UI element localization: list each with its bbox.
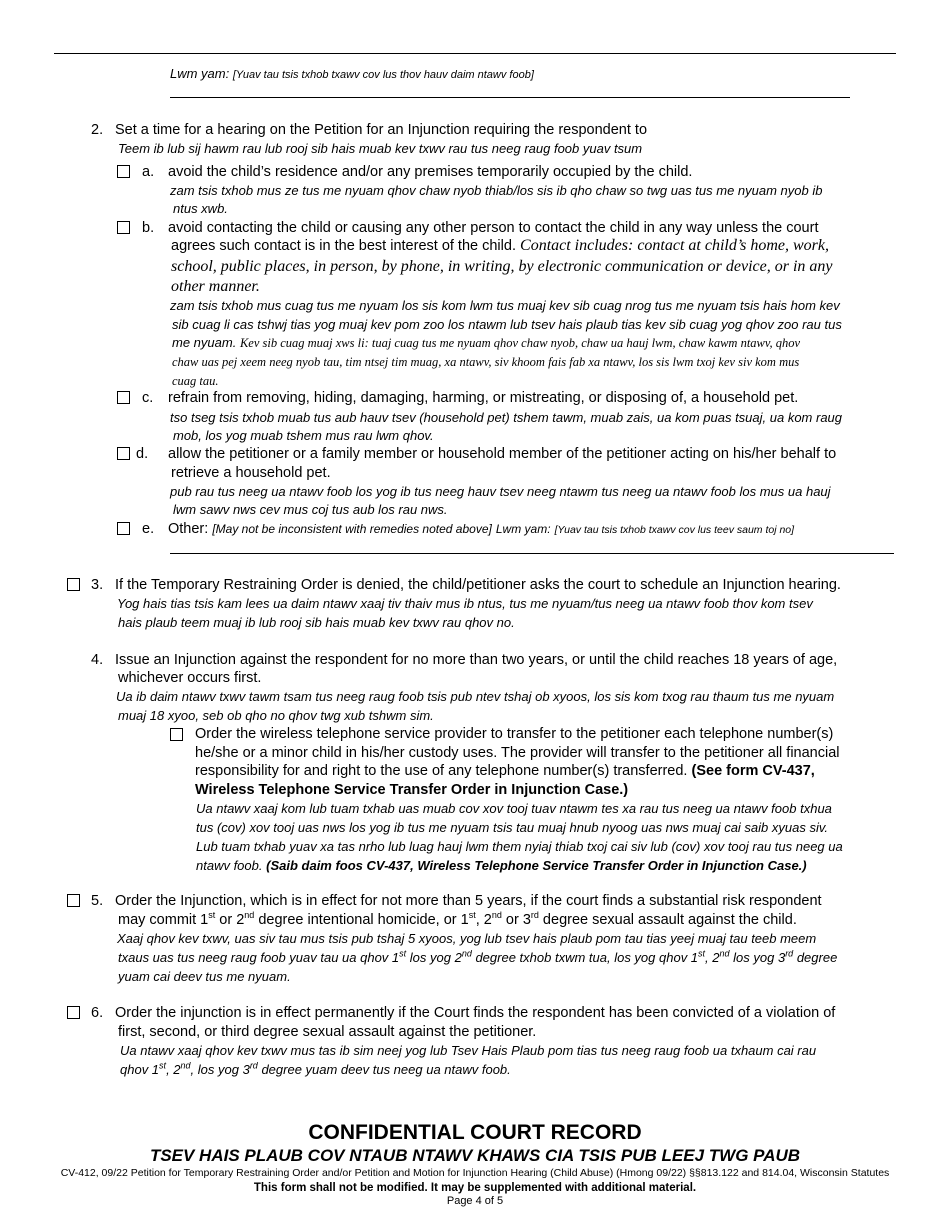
item2e-lwm-yam: Lwm yam: bbox=[495, 522, 551, 536]
item3-number: 3. bbox=[91, 577, 104, 593]
item2b-text-2 bbox=[171, 237, 829, 256]
item2a-text: avoid the child’s residence and/or any premises temporarily occupied by the child. bbox=[168, 164, 693, 180]
item5-sup-rd: rd bbox=[530, 910, 539, 921]
item6-sup-st: st bbox=[159, 1060, 167, 1071]
item2b-hmong-3-plain: me nyuam. bbox=[172, 335, 237, 350]
item4-hmong-2: muaj 18 xyoo, seb ob qho no qhov twg xub tshwm sim. bbox=[118, 708, 434, 723]
item4-text-1: Issue an Injunction against the respondent for no more than two years, or until the child reaches 18 years of age, bbox=[115, 652, 838, 668]
item2c-text: refrain from removing, hiding, damaging, harming, or mistreating, or disposing of, a household pet. bbox=[168, 390, 799, 406]
item2c-letter: c. bbox=[142, 390, 154, 406]
footer-subtitle: TSEV HAIS PLAUB COV NTAUB NTAWV KHAWS CIA TSIS PUB LEEJ TWG PAUB bbox=[149, 1146, 801, 1165]
item6-text-2: first, second, or third degree sexual assault against the petitioner. bbox=[118, 1024, 537, 1040]
item5-t2c: degree intentional homicide, or 1 bbox=[254, 912, 469, 928]
item3-hmong-2: hais plaub teem muaj ib lub rooj sib hais muab kev txwv rau qhov no. bbox=[118, 615, 515, 630]
item5-t2a: may commit 1 bbox=[118, 912, 209, 928]
item5-t2f: degree sexual assault against the child. bbox=[538, 912, 797, 928]
item5-t2b: or 2 bbox=[215, 912, 245, 928]
item6-number: 6. bbox=[91, 1005, 104, 1021]
item2d-checkbox[interactable] bbox=[117, 447, 130, 460]
item5-text-1: Order the Injunction, which is in effect for not more than 5 years, if the court finds a substantial risk respondent bbox=[115, 893, 822, 909]
item2d-text-1: allow the petitioner or a family member or household member of the petitioner acting on his/her behalf to bbox=[168, 446, 837, 462]
item2b-text-3: school, public places, in person, by phone, in writing, by electronic communication or device, or in any bbox=[171, 258, 833, 275]
item4-sub-text-3-plain: responsibility for and right to the use of any telephone number(s) transferred. bbox=[195, 763, 688, 779]
item6-text-1: Order the injunction is in effect permanently if the Court finds the respondent has been convicted of a violation of bbox=[115, 1005, 836, 1021]
footer-notice: This form shall not be modified. It may be supplemented with additional material. bbox=[253, 1182, 697, 1194]
item6-sup-rd: rd bbox=[249, 1060, 258, 1071]
item2d-hmong-1: pub rau tus neeg ua ntawv foob los yog ib tus neeg hauv tsev neeg ntawm tus neeg ua ntawv foob los mus ua hauj bbox=[170, 484, 831, 499]
item4-sub-hmong-2: tus (cov) xov tooj uas nws los yog ib tus me nyuam tsis tau muaj hnub nyoog uas nws muaj cai saib xyuas siv. bbox=[196, 820, 828, 835]
item2e-checkbox[interactable] bbox=[117, 522, 130, 535]
item5-text-2 bbox=[118, 911, 797, 930]
item4-sub-text-3 bbox=[195, 762, 815, 781]
item2a-hmong-1: zam tsis txhob mus ze tus me nyuam qhov chaw nyob thiab/los sis ib qho chaw so twg uas tus me nyuam nyob ib bbox=[170, 183, 823, 198]
item5-checkbox[interactable] bbox=[67, 894, 80, 907]
item2d-text-2: retrieve a household pet. bbox=[171, 465, 331, 481]
item5-hmong-3: yuam cai deev tus me nyuam. bbox=[118, 969, 291, 984]
item6-h2a: qhov 1 bbox=[120, 1062, 160, 1077]
item2b-hmong-1: zam tsis txhob mus cuag tus me nyuam los sis kom lwm tus muaj kev sib cuag nrog tus me nyuam tsis hais hom kev bbox=[170, 298, 840, 313]
lwm-yam-blank[interactable] bbox=[170, 97, 850, 98]
item2a-checkbox[interactable] bbox=[117, 165, 130, 178]
item2b-letter: b. bbox=[142, 220, 155, 236]
item3-hmong-1: Yog hais tias tsis kam lees ua daim ntawv xaaj tiv thaiv mus ib ntus, tus me nyuam/tus neeg ua ntawv foob thov kom tsev bbox=[117, 596, 813, 611]
item2b-text-4: other manner. bbox=[171, 278, 260, 295]
item6-hmong-2 bbox=[120, 1061, 511, 1079]
top-rule bbox=[54, 53, 896, 54]
item5-sup-st: st bbox=[208, 910, 216, 921]
item5-sup-nd: nd bbox=[244, 910, 255, 921]
item2b-checkbox[interactable] bbox=[117, 221, 130, 234]
item4-text-2: whichever occurs first. bbox=[118, 670, 262, 686]
item5-t2e: or 3 bbox=[501, 912, 531, 928]
item4-sub-text-1: Order the wireless telephone service provider to transfer to the petitioner each telephone number(s) bbox=[195, 726, 834, 742]
item5-number: 5. bbox=[91, 893, 104, 909]
item2e-other-note: [May not be inconsistent with remedies noted above] bbox=[212, 522, 492, 536]
item2-hmong: Teem ib lub sij hawm rau lub rooj sib hais muab kev txwv rau tus neeg raug foob yuav tsum bbox=[118, 141, 643, 156]
item2e-lwm-note: [Yuav tau tsis txhob txawv cov lus teev saum toj no] bbox=[554, 524, 795, 536]
item6-hmong-1: Ua ntawv xaaj qhov kev txwv mus tas ib sim neej yog lub Tsev Hais Plaub pom tias tus neeg raug foob ua txhaum cai rau bbox=[120, 1043, 817, 1058]
item4-sub-hmong-4-bold: (Saib daim foos CV-437, Wireless Telephone Service Transfer Order in Injunction Case.) bbox=[266, 858, 807, 873]
item4-sub-hmong-1: Ua ntawv xaaj kom lub tuam txhab uas muab cov xov tooj tuav ntawm tes xa rau tus neeg ua ntawv foob txhua bbox=[196, 801, 832, 816]
item2-number: 2. bbox=[91, 122, 104, 138]
item3-checkbox[interactable] bbox=[67, 578, 80, 591]
item5-h2f: degree bbox=[793, 950, 838, 965]
item6-h2b: , 2 bbox=[166, 1062, 181, 1077]
item6-sup-nd: nd bbox=[180, 1060, 191, 1071]
footer-title: CONFIDENTIAL COURT RECORD bbox=[308, 1121, 642, 1144]
item5-h-sup-nd: nd bbox=[461, 948, 472, 959]
item2b-text-1: avoid contacting the child or causing any other person to contact the child in any way unless the court bbox=[168, 220, 819, 236]
item4-hmong-1: Ua ib daim ntawv txwv tawm tsam tus neeg raug foob tsis pub ntev tshaj ob xyoos, los sis kom txog rau thaum tus me nyuam bbox=[116, 689, 835, 704]
item5-h-sup-rd: rd bbox=[785, 948, 794, 959]
item5-hmong-1: Xaaj qhov kev txwv, uas siv tau mus tsis pub tshaj 5 xyoos, yog lub tsev hais plaub pom tau tias yeej muaj tau teeb meem bbox=[117, 931, 817, 946]
item5-h-sup-st-2: st bbox=[698, 948, 706, 959]
item2d-letter: d. bbox=[136, 446, 149, 462]
item4-sub-text-4: Wireless Telephone Service Transfer Order in Injunction Case.) bbox=[195, 782, 629, 798]
item5-h2d: , 2 bbox=[705, 950, 720, 965]
item5-hmong-2 bbox=[118, 949, 837, 967]
item2a-letter: a. bbox=[142, 164, 155, 180]
item4-sub-text-2: he/she or a minor child in his/her custody uses. The provider will transfer to the petitioner all financial bbox=[195, 745, 840, 761]
item2c-hmong-2: mob, los yog muab tshem mus rau lwm qhov. bbox=[173, 428, 434, 443]
item2d-hmong-2: lwm sawv nws cev mus coj tus aub los rau nws. bbox=[173, 502, 448, 517]
item5-t2d: , 2 bbox=[475, 912, 492, 928]
item2e-letter: e. bbox=[142, 521, 155, 537]
item5-sup-nd-2: nd bbox=[491, 910, 502, 921]
item5-h2c: degree txhob txwm tua, los yog qhov 1 bbox=[471, 950, 699, 965]
item4-sub-checkbox[interactable] bbox=[170, 728, 183, 741]
item2e-other-label: Other: bbox=[168, 521, 209, 537]
item2b-text-2-italic: Contact includes: contact at child’s home, work, bbox=[520, 237, 830, 254]
item4-sub-hmong-4 bbox=[196, 857, 807, 875]
footer-page-number: Page 4 of 5 bbox=[446, 1195, 504, 1207]
item2-text: Set a time for a hearing on the Petition for an Injunction requiring the respondent to bbox=[115, 122, 648, 138]
item2b-hmong-4: chaw uas pej xeem neeg nyob tau, tim ntsej tim muag, xa ntawv, siv khoom fais fab xa ntawv, los sis lwm txoj kev siv kom mus bbox=[172, 355, 800, 369]
item2b-hmong-5: cuag tau. bbox=[172, 374, 219, 388]
lwm-yam-note: [Yuav tau tsis txhob txawv cov lus thov hauv daim ntawv foob] bbox=[232, 69, 534, 81]
item2a-hmong-2: ntus xwb. bbox=[173, 201, 228, 216]
item3-text: If the Temporary Restraining Order is denied, the child/petitioner asks the court to schedule an Injunction hearing. bbox=[115, 577, 841, 593]
item4-sub-hmong-3: Lub tuam txhab yuav xa tas nrho lub luag hauj lwm them nyiaj thiab txoj cai siv lub (cov) xov tooj rau tus neeg ua bbox=[196, 839, 843, 854]
item5-h2a: txaus uas tus neeg raug foob yuav tau ua qhov 1 bbox=[118, 950, 400, 965]
item2e-blank[interactable] bbox=[170, 553, 894, 554]
item5-sup-st-2: st bbox=[468, 910, 476, 921]
item5-h-sup-st: st bbox=[399, 948, 407, 959]
item2b-hmong-2: sib cuag li cas tshwj tias yog muaj kev pom zoo los ntawm lub tsev hais plaub tias kev sib cuag yog qhov zoo rau tus bbox=[172, 317, 842, 332]
item2b-hmong-3-serif: Kev sib cuag muaj xws li: tuaj cuag tus me nyuam qhov chaw nyob, chaw ua hauj lwm, chaw kawm ntawv, qhov bbox=[239, 336, 801, 350]
item2c-hmong-1: tso tseg tsis txhob muab tus aub hauv tsev (household pet) tshem tawm, muab zais, ua kom puas tsuaj, ua kom raug bbox=[170, 410, 843, 425]
item4-sub-text-3-bold: (See form CV-437, bbox=[691, 763, 815, 779]
item5-h-sup-nd-2: nd bbox=[719, 948, 730, 959]
footer-form-line: CV-412, 09/22 Petition for Temporary Restraining Order and/or Petition and Motion for Injunction Hearing (Child Abuse) (Hmong 09/22) §§813.122 and 814.04, Wisconsin Statutes bbox=[60, 1167, 890, 1179]
item4-number: 4. bbox=[91, 652, 104, 668]
item4-sub-hmong-4-plain: ntawv foob. bbox=[196, 858, 263, 873]
item2b-hmong-3 bbox=[172, 334, 800, 352]
item6-checkbox[interactable] bbox=[67, 1006, 80, 1019]
item2e-other-line bbox=[168, 520, 794, 540]
item6-h2d: degree yuam deev tus neeg ua ntawv foob. bbox=[257, 1062, 511, 1077]
lwm-yam-line bbox=[170, 66, 534, 81]
item2c-checkbox[interactable] bbox=[117, 391, 130, 404]
item2b-text-2-plain: agrees such contact is in the best interest of the child. bbox=[171, 238, 516, 254]
lwm-yam-label: Lwm yam: bbox=[170, 66, 230, 81]
item5-h2e: los yog 3 bbox=[729, 950, 786, 965]
item5-h2b: los yog 2 bbox=[406, 950, 462, 965]
item6-h2c: , los yog 3 bbox=[190, 1062, 250, 1077]
